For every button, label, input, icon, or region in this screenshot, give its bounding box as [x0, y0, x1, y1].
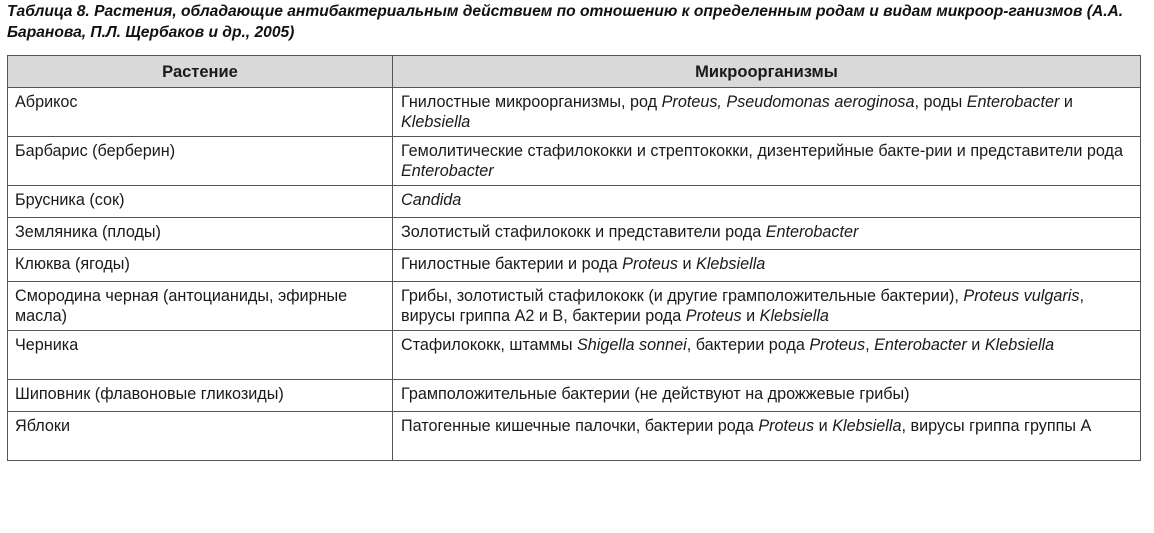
table-row: [8, 331, 1141, 380]
latin-name: Enterobacter: [765, 223, 859, 241]
text-segment: Стафилококк, штаммы: [401, 336, 577, 354]
latin-name: Klebsiella: [696, 255, 766, 273]
caption-text: Растения, обладающие антибактериальным действием по отношению к определенным родам и видам микроор-ганизмов (А.А. Баранова, П.Л. Щербаков и др., 2005): [7, 3, 1124, 41]
latin-name: Proteus: [685, 307, 742, 325]
microorganisms-cell: [393, 250, 1141, 282]
plant-cell: Яблоки: [8, 412, 393, 461]
microorganisms-cell: [393, 88, 1141, 137]
plant-cell: Барбарис (берберин): [8, 137, 393, 186]
text-segment: , роды: [914, 93, 967, 111]
latin-name: Enterobacter: [874, 336, 967, 354]
table-row: [8, 250, 1141, 282]
latin-name: Proteus: [622, 255, 678, 273]
text-segment: и: [814, 417, 833, 435]
text-segment: Гнилостные бактерии и рода: [401, 255, 623, 273]
latin-name: Klebsiella: [832, 417, 902, 435]
caption-label: Таблица 8.: [7, 3, 90, 20]
microorganisms-cell: [393, 282, 1141, 331]
latin-name: Klebsiella: [984, 336, 1055, 354]
text-segment: и: [741, 307, 760, 325]
text-segment: ,: [865, 336, 875, 354]
plants-table: [7, 55, 1141, 461]
latin-name: Proteus vulgaris: [963, 287, 1080, 305]
microorganisms-cell: [393, 412, 1141, 461]
microorganisms-cell: [393, 380, 1141, 412]
column-header-plant: Растение: [8, 56, 393, 88]
text-segment: Гнилостные микроорганизмы, род: [401, 93, 662, 111]
text-segment: Грибы, золотистый стафилококк (и другие грамположительные бактерии),: [401, 287, 964, 305]
table-row: [8, 137, 1141, 186]
text-segment: и: [966, 336, 985, 354]
text-segment: Патогенные кишечные палочки, бактерии рода: [401, 417, 759, 435]
latin-name: Proteus, Pseudomonas aeroginosa: [661, 93, 915, 111]
latin-name: Proteus: [758, 417, 815, 435]
plant-cell: Абрикос: [8, 88, 393, 137]
text-segment: , вирусы гриппа А2 и В, бактерии рода: [401, 287, 1084, 325]
text-segment: , вирусы гриппа группы А: [901, 417, 1092, 435]
table-caption: [7, 1, 1147, 43]
latin-name: Klebsiella: [401, 113, 471, 131]
table-row: [8, 380, 1141, 412]
text-segment: Гемолитические стафилококки и стрептококки, дизентерийные бакте-рии и представители рода: [401, 142, 1123, 160]
plant-cell: Шиповник (флавоновые гликозиды): [8, 380, 393, 412]
text-segment: , бактерии рода: [686, 336, 810, 354]
plant-cell: Брусника (сок): [8, 186, 393, 218]
table-row: [8, 282, 1141, 331]
column-header-microorganisms: Микроорганизмы: [393, 56, 1141, 88]
microorganisms-cell: [393, 218, 1141, 250]
table-row: [8, 218, 1141, 250]
microorganisms-cell: [393, 331, 1141, 380]
latin-name: Shigella sonnei: [576, 336, 687, 354]
table-body: [8, 88, 1141, 461]
latin-name: Klebsiella: [759, 307, 829, 325]
microorganisms-cell: [393, 137, 1141, 186]
text-segment: и: [677, 255, 697, 273]
text-segment: Грамположительные бактерии (не действуют на дрожжевые грибы): [401, 385, 910, 403]
table-row: [8, 186, 1141, 218]
plant-cell: Земляника (плоды): [8, 218, 393, 250]
latin-name: Proteus: [809, 336, 866, 354]
microorganisms-cell: [393, 186, 1141, 218]
table-row: [8, 412, 1141, 461]
latin-name: Enterobacter: [966, 93, 1060, 111]
plant-cell: Клюква (ягоды): [8, 250, 393, 282]
text-segment: и: [1059, 93, 1073, 111]
table-row: [8, 88, 1141, 137]
plant-cell: Смородина черная (антоцианиды, эфирные масла): [8, 282, 393, 331]
table-header-row: [8, 56, 1141, 88]
plant-cell: Черника: [8, 331, 393, 380]
latin-name: Enterobacter: [401, 162, 494, 180]
latin-name: Candida: [401, 191, 462, 209]
text-segment: Золотистый стафилококк и представители рода: [401, 223, 766, 241]
